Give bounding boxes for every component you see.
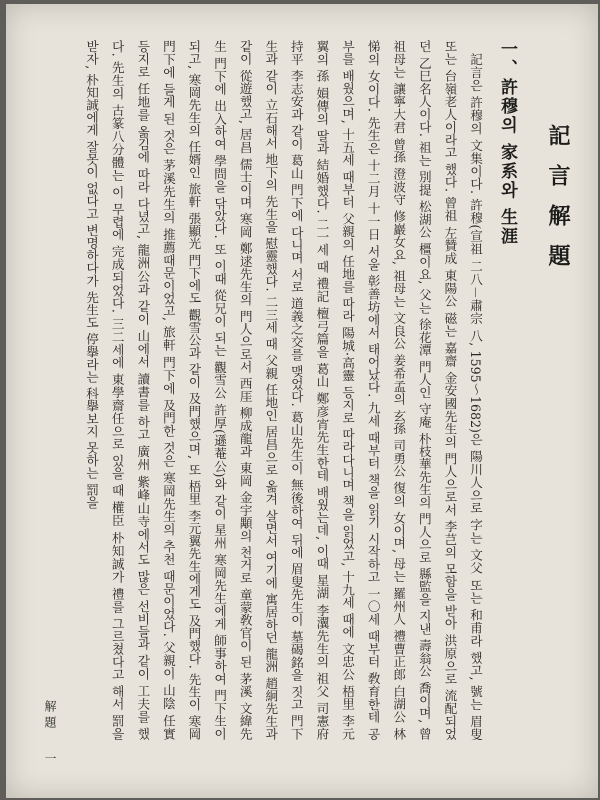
document-page — [6, 4, 598, 798]
page-number: 一 — [43, 752, 57, 768]
body-text — [58, 40, 488, 740]
document-title: 記言解題 — [545, 124, 571, 284]
page-folio — [42, 700, 59, 768]
body-paragraph: 記言은 許穆의 文集이다. 許穆(宣祖 二八－肅宗 八, 1595～1682)은 陽川人으로 字는 文父 또는 和甫라 했고, 號는 眉叟 또는 台嶺老人이라고 했다. 曾祖 左贊成 東陽公 磁는 嘉齋 金安國先生의 門人으로서 李芑의 모함을 받아 洪原으로 流配되었던 乙巳名人이다. 祖는 別提 松湖公 橿이요, 父는 徐花潭 門人인 守庵 朴枝華先生의 門人으로 縣監을 지낸 壽翁公 喬이며, 曾祖母는 讓寧大君 曾孫 澄波守 修巖女요, 祖母는 文良公 姜希孟의 玄孫 司勇公 復의 女이며, 母는 羅州人 禮曹正郎 白湖公 林悌의 女이다. 先生은 十二月 十一日 서울 彰善坊에서 태어났다. 九세 때부터 책을 읽기 시작하고 一〇세 때부터 敎育한테 공부를 배웠으며, 十五세 때부터 父親의 任地를 따라 陽城·高靈 등지로 따라다니며 책을 읽었고, 十九세 때에 文忠公 梧里 李元翼의 孫 㜏傳의 딸과 結婚했다. 二一세 때 禮記 檀弓篇을 葛山 鄭彦宵先生한테 배웠는데, 이때 星湖 李瀷先生의 祖父 司憲府 持平 李志安과 같이 葛山 門下에 다니며 서로 道義之交를 맺었다. 葛山先生이 無後하여 뒤에 眉叟先生이 墓碣銘을 짓고 門下生과 같이 立石해서 地下의 先生을 慰靈했다. 二三세 때 父親 任地인 居昌으로 옮겨 살면서 여기에 寓居하던 龍洲 趙絅先生과 같이 從遊했고, 居昌 儒士이며 寒岡 鄭逑先生의 門人으로서 西厓 柳成龍과 東岡 金宇顒의 천거로 童蒙敎官이 된 茅溪 文緯先生 門下에 出入하여 學問을 닦았다. 또 이때 從兄이 되는 觀雪公 許厚(遜菴公)와 같이 星州 寒岡先生에게 師事하여 門下生이 되고, 寒岡先生의 任婿인 旅軒 張顯光 門下에도 觀雪公과 같이 及門했으며, 또 梧里 李元翼先生에게도 及門했다. 先生이 寒岡 門下에 들게 된 것은 茅溪先生의 推薦때문이었고, 旅軒 門下에 及門한 것은 寒岡先生의 추천 때문이었다. 父親이 山陰 任實 등지로 任地를 옮김에 따라 다녔고, 龍洲公과 같이 山에서 讀書를 하고 廣州 紫峰山寺에서도 많은 선비들과 같이 工夫를 했다. 先生의 古篆八分體는 이 무렵에 完成되었다. 三二세에 東學齋任으로 있을 때 權臣 朴知誠가 禮를 그르쳤다고 해서 罰을 받자, 朴知誠에게 잘못이 없다고 변명하다가 先生도 停擧라는 科擧보지 못하는 罰을 — [84, 40, 483, 740]
section-heading: 一、許穆의 家系와 生涯 — [497, 40, 517, 246]
folio-label: 解題 — [43, 700, 57, 732]
